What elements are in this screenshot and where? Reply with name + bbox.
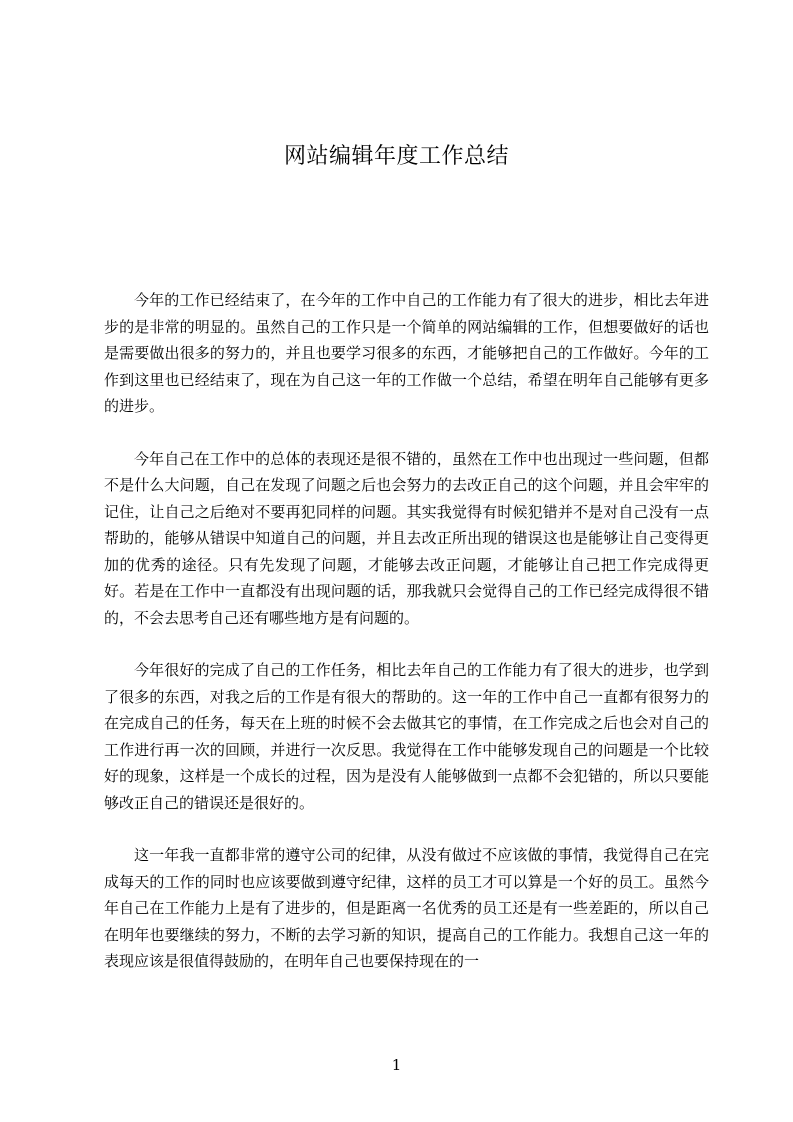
paragraph-1: 今年的工作已经结束了，在今年的工作中自己的工作能力有了很大的进步，相比去年进步的是非常的明显的。虽然自己的工作只是一个简单的网站编辑的工作，但想要做好的话也是需要做出很多的努力的，并且也要学习很多的东西，才能够把自己的工作做好。今年的工作到这里也已经结束了，现在为自己这一年的工作做一个总结，希望在明年自己能够有更多的进步。	[104, 291, 709, 415]
page-number: 1	[391, 1056, 402, 1074]
paragraph-3: 今年很好的完成了自己的工作任务，相比去年自己的工作能力有了很大的进步，也学到了很多的东西，对我之后的工作是有很大的帮助的。这一年的工作中自己一直都有很努力的在完成自己的任务，每天在上班的时候不会去做其它的事情，在工作完成之后也会对自己的工作进行再一次的回顾，并进行一次反思。我觉得在工作中能够发现自己的问题是一个比较好的现象，这样是一个成长的过程，因为是没有人能够做到一点都不会犯错的，所以只要能够改正自己的错误还是很好的。	[104, 661, 709, 812]
document-title: 网站编辑年度工作总结	[283, 144, 509, 169]
document-body	[104, 287, 709, 1001]
paragraph-2: 今年自己在工作中的总体的表现还是很不错的，虽然在工作中也出现过一些问题，但都不是什么大问题，自己在发现了问题之后也会努力的去改正自己的这个问题，并且会牢牢的记住，让自己之后绝对不要再犯同样的问题。其实我觉得有时候犯错并不是对自己没有一点帮助的，能够从错误中知道自己的问题，并且去改正所出现的错误这也是能够让自己变得更加的优秀的途径。只有先发现了问题，才能够去改正问题，才能够让自己把工作完成得更好。若是在工作中一直都没有出现问题的话，那我就只会觉得自己的工作已经完成得很不错的，不会去思考自己还有哪些地方是有问题的。	[104, 449, 709, 627]
paragraph-4: 这一年我一直都非常的遵守公司的纪律，从没有做过不应该做的事情，我觉得自己在完成每天的工作的同时也应该要做到遵守纪律，这样的员工才可以算是一个好的员工。虽然今年自己在工作能力上是有了进步的，但是距离一名优秀的员工还是有一些差距的，所以自己在明年也要继续的努力，不断的去学习新的知识，提高自己的工作能力。我想自己这一年的表现应该是很值得鼓励的，在明年自己也要保持现在的一	[104, 846, 709, 970]
